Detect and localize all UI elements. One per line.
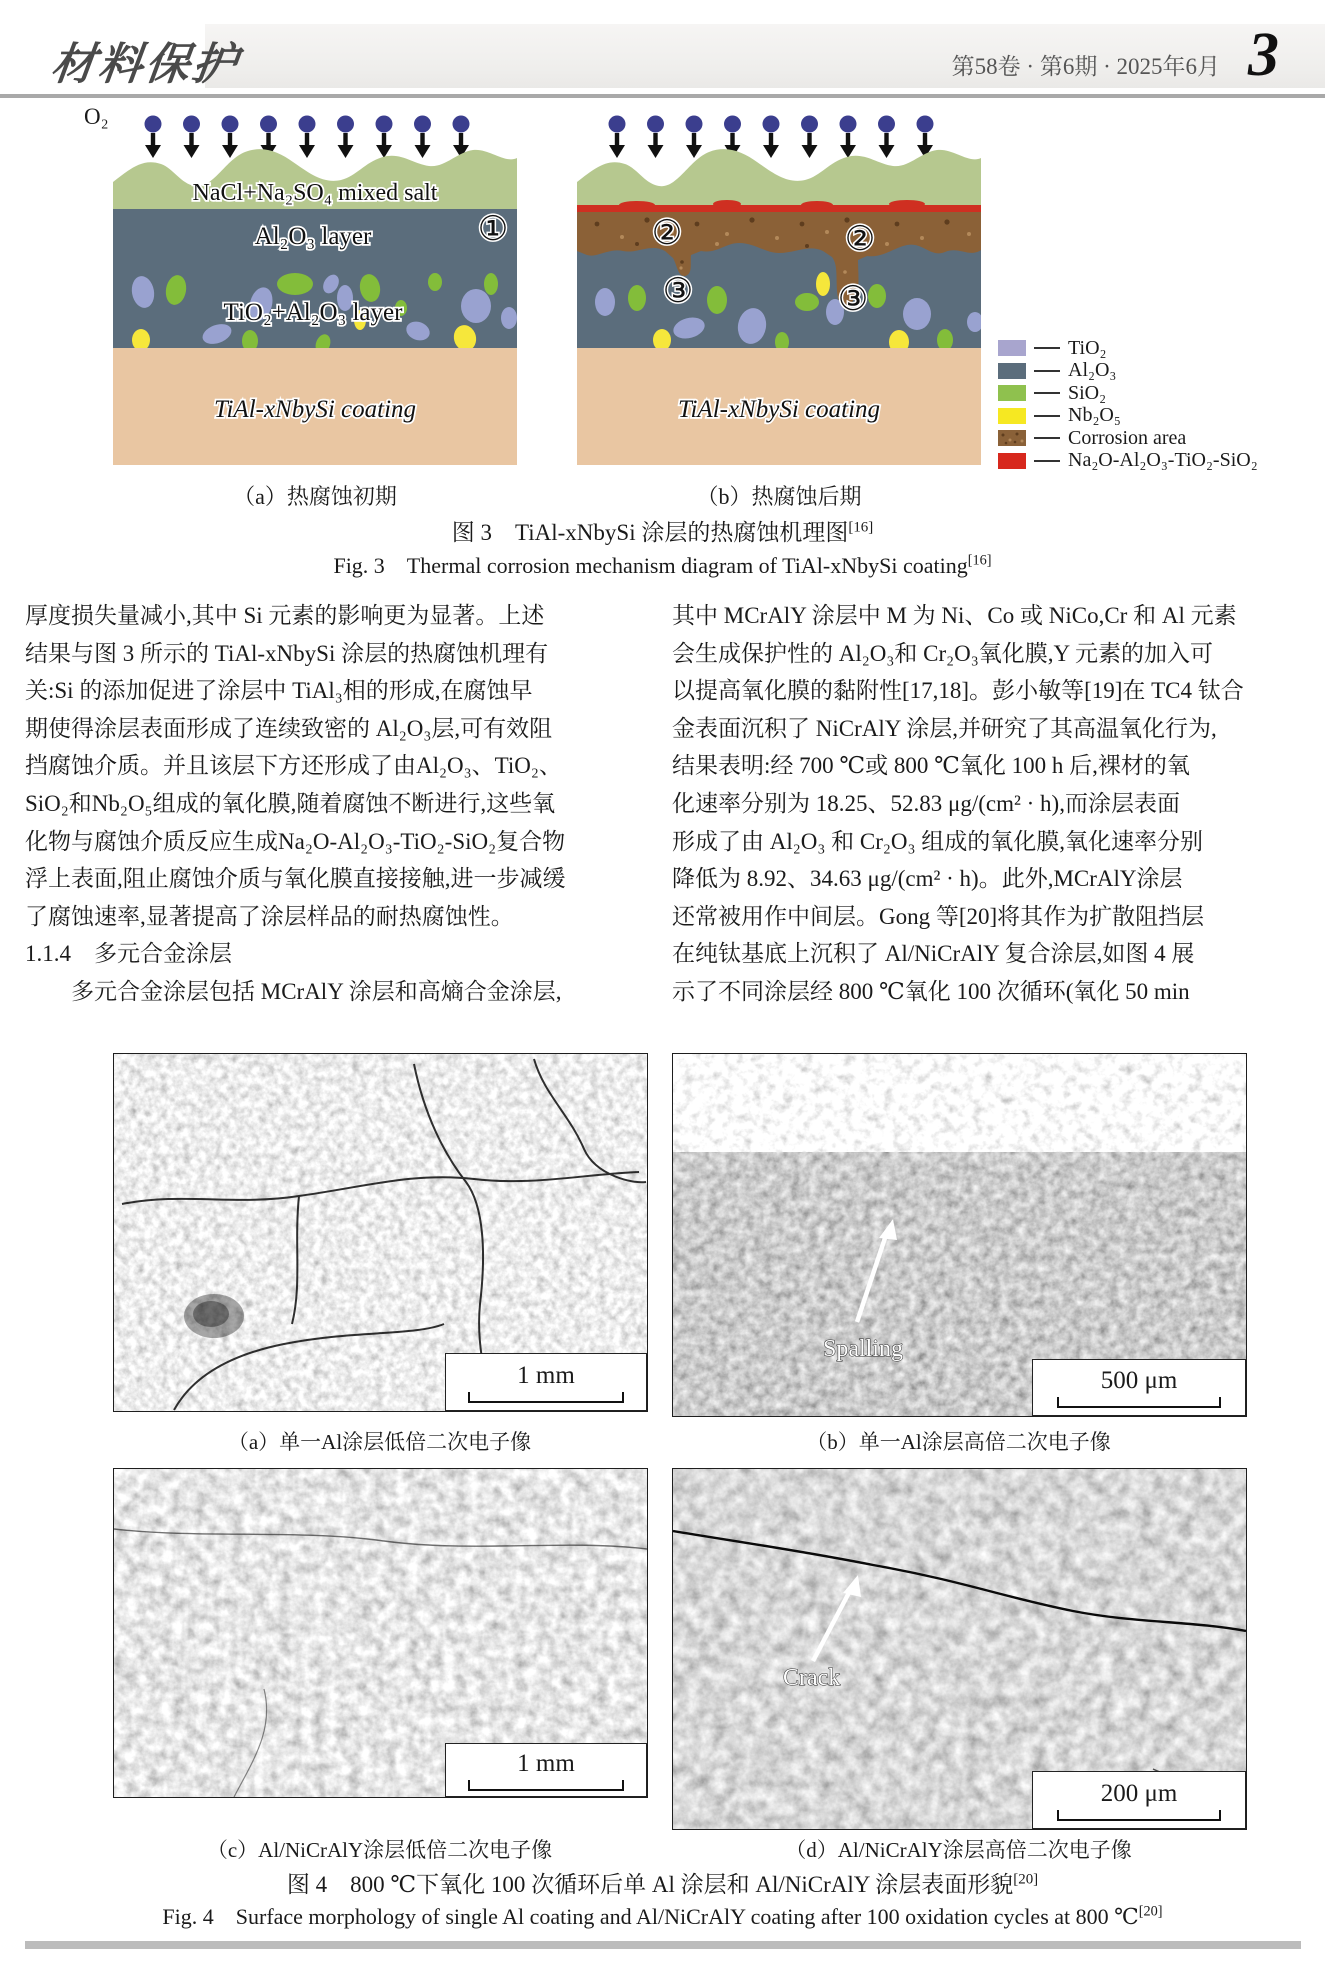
legend-label: SiO₂: [1068, 381, 1107, 404]
body-line: 挡腐蚀介质。并且该层下方还形成了由Al₂O₃、TiO₂、: [25, 753, 562, 779]
issue-info: 第58卷 · 第6期 · 2025年6月: [951, 54, 1220, 79]
fig4-caption-cn: [0, 1866, 1325, 1899]
body-right-column: [672, 597, 1320, 1011]
fig3-caption-en-text: Fig. 3 Thermal corrosion mechanism diagram of TiAl-xNbySi coating: [333, 553, 968, 578]
sem-caption-a: （a）单一Al涂层低倍二次电子像: [227, 1430, 532, 1454]
legend-item-tio2: [998, 336, 1258, 359]
journal-logo: 材料保护: [48, 40, 243, 89]
fig4-caption-cn-ref: [20]: [1013, 1871, 1039, 1888]
scale-bar-a: [445, 1353, 647, 1411]
o2-label: O₂: [84, 104, 109, 129]
bottom-rule: [25, 1941, 1301, 1949]
legend-item-al2o3: [998, 359, 1258, 381]
marker-2: ②: [651, 213, 683, 253]
sem-image-a: [113, 1053, 648, 1412]
legend-label: Corrosion area: [1068, 426, 1187, 449]
salt-label: NaCl+Na₂SO₄ mixed salt: [192, 180, 438, 206]
legend-swatch-nb2o5: [998, 408, 1026, 424]
body-line: 形成了由 Al₂O₃ 和 Cr₂O₃ 组成的氧化膜,氧化速率分别: [672, 828, 1204, 854]
body-line: 其中 MCrAlY 涂层中 M 为 Ni、Co 或 NiCo,Cr 和 Al 元素: [672, 603, 1237, 628]
fig4-caption-en-ref: [20]: [1138, 1903, 1163, 1920]
body-line: 结果表明:经 700 ℃或 800 ℃氧化 100 h 后,裸材的氧: [672, 753, 1190, 779]
fig3-caption-en: [0, 549, 1325, 580]
coating-label: TiAl-xNbySi coating: [677, 396, 881, 423]
sem-image-d: [672, 1468, 1247, 1830]
marker-3: ③: [837, 279, 869, 319]
body-line: 降低为 8.92、34.63 μg/(cm² · h)。此外,MCrAlY涂层: [672, 866, 1183, 892]
body-line: 示了不同涂层经 800 ℃氧化 100 次循环(氧化 50 min: [672, 978, 1190, 1004]
legend-dash: [1034, 460, 1060, 462]
sem-caption-d: （d）Al/NiCrAlY涂层高倍二次电子像: [785, 1838, 1132, 1862]
scale-bar-c: [445, 1743, 647, 1797]
scale-line: [1057, 1810, 1221, 1821]
legend-label: Al₂O₃: [1068, 359, 1117, 381]
scale-label: 1 mm: [517, 1361, 575, 1389]
fig3-panel-a-caption: （a）热腐蚀初期: [233, 484, 397, 509]
scale-label: 200 μm: [1100, 1779, 1178, 1807]
body-line: 化物与腐蚀介质反应生成Na₂O-Al₂O₃-TiO₂-SiO₂复合物: [25, 828, 566, 854]
fig3-caption-en-ref: [16]: [967, 552, 992, 569]
legend-item-corrosion: [998, 426, 1258, 449]
section-heading: 1.1.4 多元合金涂层: [25, 941, 232, 967]
fig3-panel-a-diagram: [113, 112, 517, 465]
fig3-legend: [998, 336, 1258, 471]
fig3-caption-cn: [0, 514, 1325, 547]
o2-arrow-row: [609, 116, 934, 159]
header-rule: [0, 94, 1325, 98]
scale-label: 500 μm: [1100, 1367, 1178, 1394]
scale-bar-b: [1032, 1359, 1246, 1416]
fig4-caption-cn-text: 图 4 800 ℃下氧化 100 次循环后单 Al 涂层和 Al/NiCrAlY 涂层表面形貌: [286, 1872, 1014, 1897]
fig3-panel-b-caption: （b）热腐蚀后期: [696, 484, 862, 509]
body-line: 化速率分别为 18.25、52.83 μg/(cm² · h),而涂层表面: [672, 790, 1180, 816]
o2-arrow-row: [145, 116, 470, 159]
fig4-caption-en: [0, 1900, 1325, 1931]
page-number: 3: [1248, 21, 1279, 89]
sem-caption-c: （c）Al/NiCrAlY涂层低倍二次电子像: [206, 1838, 553, 1862]
legend-dash: [1034, 415, 1060, 417]
coating-label: TiAl-xNbySi coating: [213, 396, 417, 423]
body-line: 了腐蚀速率,显著提高了涂层样品的耐热腐蚀性。: [25, 903, 514, 929]
legend-dash: [1034, 370, 1060, 372]
dark-pit-core: [193, 1301, 229, 1327]
crack-annotation: Crack: [783, 1665, 841, 1691]
body-line: 期使得涂层表面形成了连续致密的 Al₂O₃层,可有效阻: [25, 715, 553, 741]
legend-swatch-tio2: [998, 340, 1026, 356]
fig3-caption-cn-text: 图 3 TiAl-xNbySi 涂层的热腐蚀机理图: [451, 520, 849, 545]
body-line: 厚度损失量减小,其中 Si 元素的影响更为显著。上述: [25, 603, 545, 628]
body-line: 多元合金涂层包括 MCrAlY 涂层和高熵合金涂层,: [25, 978, 562, 1004]
body-line: 在纯钛基底上沉积了 Al/NiCrAlY 复合涂层,如图 4 展: [672, 941, 1195, 967]
sem-image-b: [672, 1053, 1247, 1417]
legend-swatch-na2o-complex: [998, 453, 1026, 469]
marker-3: ③: [662, 271, 694, 311]
body-line: 还常被用作中间层。Gong 等[20]将其作为扩散阻挡层: [672, 903, 1205, 929]
legend-label: Na₂O-Al₂O₃-TiO₂-SiO₂: [1068, 449, 1258, 471]
legend-swatch-sio2: [998, 385, 1026, 401]
legend-dash: [1034, 437, 1060, 439]
spalling-annotation: Spalling: [823, 1336, 904, 1362]
legend-swatch-corrosion: [998, 430, 1026, 446]
body-line: 关:Si 的添加促进了涂层中 TiAl₃相的形成,在腐蚀早: [25, 678, 533, 704]
scale-line: [1057, 1397, 1221, 1408]
legend-item-na2o-complex: [998, 449, 1258, 471]
legend-item-sio2: [998, 381, 1258, 404]
body-line: 结果与图 3 所示的 TiAl-xNbySi 涂层的热腐蚀机理有: [25, 640, 549, 666]
tio2-al2o3-label: TiO₂+Al₂O₃ layer: [223, 299, 403, 326]
body-line: 金表面沉积了 NiCrAlY 涂层,并研究了其高温氧化行为,: [672, 715, 1217, 741]
legend-dash: [1034, 347, 1060, 349]
body-line: 以提高氧化膜的黏附性[17,18]。彭小敏等[19]在 TC4 钛合: [672, 678, 1244, 704]
fig3-caption-cn-ref: [16]: [848, 519, 874, 536]
al2o3-label: Al₂O₃ layer: [254, 223, 372, 250]
scale-line: [468, 1780, 624, 1791]
body-line: 浮上表面,阻止腐蚀介质与氧化膜直接接触,进一步减缓: [25, 866, 566, 892]
marker-1: ①: [477, 209, 509, 249]
fig4-caption-en-text: Fig. 4 Surface morphology of single Al coating and Al/NiCrAlY coating after 100 oxidation cycles at 800 ℃: [162, 1904, 1139, 1929]
scale-bar-d: [1032, 1771, 1246, 1829]
body-left-column: [25, 597, 670, 1011]
body-line: 会生成保护性的 Al₂O₃和 Cr₂O₃氧化膜,Y 元素的加入可: [672, 640, 1214, 666]
scale-label: 1 mm: [517, 1749, 575, 1777]
sem-caption-b: （b）单一Al涂层高倍二次电子像: [806, 1430, 1111, 1454]
fig3-panel-b-diagram: [577, 112, 981, 465]
scale-line: [468, 1392, 624, 1403]
sem-image-c: [113, 1468, 648, 1798]
legend-item-nb2o5: [998, 404, 1258, 426]
legend-swatch-al2o3: [998, 363, 1026, 379]
marker-2: ②: [844, 219, 876, 259]
salt-layer-shape: [577, 149, 981, 209]
body-line: SiO₂和Nb₂O₅组成的氧化膜,随着腐蚀不断进行,这些氧: [25, 790, 556, 816]
legend-label: TiO₂: [1068, 336, 1107, 359]
legend-dash: [1034, 392, 1060, 394]
legend-label: Nb₂O₅: [1068, 404, 1121, 426]
